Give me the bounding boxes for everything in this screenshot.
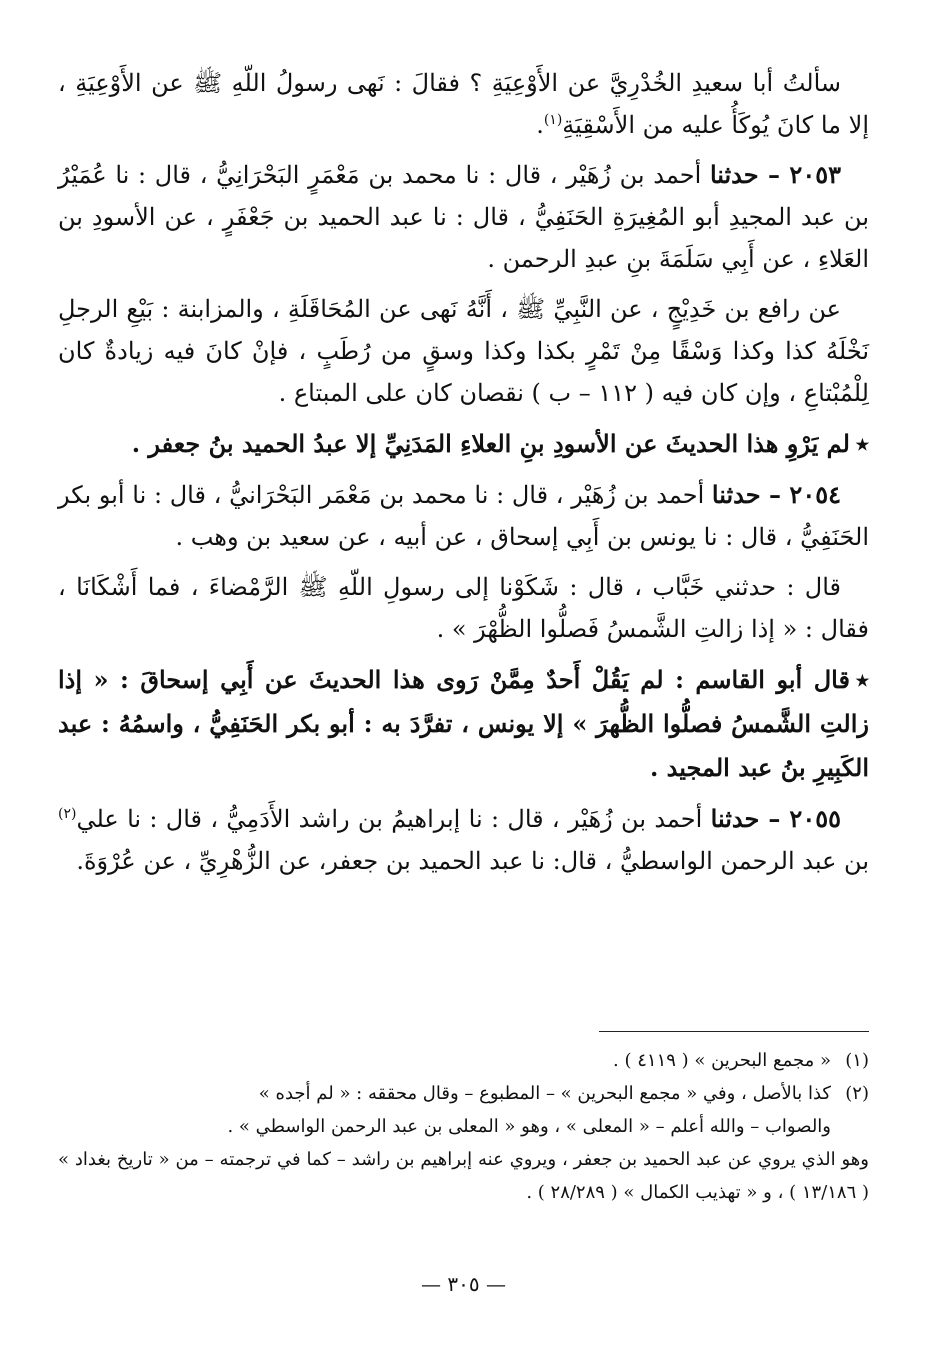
hadith-number-2053: ٢٠٥٣ – حدثنا <box>709 160 841 189</box>
page-number: — ٣٠٥ — <box>421 1272 506 1296</box>
page-body <box>58 62 869 1369</box>
footnote-2-continued: والصواب – والله أعلم – « المعلى » ، وهو « المعلى بن عبد الرحمن الواسطي » . <box>227 1116 831 1137</box>
hadith-2054-text: قال : حدثني خَبَّاب ، قال : شَكَوْنا إلى رسولِ اللّهِ ﷺ الرَّمْضاءَ ، فما أَشْكَانَا ، فقال : « إذا زالتِ الشَّمسُ فَصلُّوا الظُّهْرَ » . <box>58 573 869 643</box>
footnote-1: (١)« مجمع البحرين » ( ٤١١٩ ) . <box>58 1044 869 1077</box>
star-icon: ٭ <box>855 429 869 458</box>
footnotes <box>58 1044 869 1209</box>
hadith-2055-chain: ٢٠٥٥ – حدثنا أحمد بن زُهَيْر ، قال : نا إبراهيمُ بن راشد الأَدَمِيُّ ، قال : نا علي$^{(٢)}$ بن عبد الرحمن الواسطيُّ ، قال: نا عبد الحميد بن جعفر، عن الزُّهْرِيِّ ، عن عُرْوَةَ. <box>58 804 869 875</box>
footnote-2-paragraph: وهو الذي يروي عن عبد الحميد بن جعفر ، ويروي عنه إبراهيم بن راشد – كما في ترجمته – من « تاريخ بغداد » ( ١٣/١٨٦ ) ، و « تهذيب الكمال » ( ٢٨/٢٨٩ ) . <box>58 1149 869 1203</box>
commentary-2053: ٭لم يَرْوِ هذا الحديثَ عن الأسودِ بنِ العلاءِ المَدَنِيِّ إلا عبدُ الحميد بنُ جعفر . <box>131 429 869 458</box>
commentary-2054: ٭قال أبو القاسم : لم يَقُلْ أَحدٌ مِمَّنْ رَوى هذا الحديثَ عن أَبِي إسحاقَ : « إذا زالتِ الشَّمسُ فصلُّوا الظُّهرَ » إلا يونس ، تفرَّدَ به : أبو بكر الحَنَفِيُّ ، واسمُهُ : عبد الكَبِيرِ بنُ عبد المجيد . <box>58 665 869 782</box>
footnote-divider <box>599 1031 869 1032</box>
footnote-marker-1: (١) <box>543 112 563 128</box>
footnote-marker-2: (٢) <box>58 806 77 822</box>
footnote-2: (٢)كذا بالأصل ، وفي « مجمع البحرين » – المطبوع – وقال محققه : « لم أجده » <box>58 1077 869 1110</box>
footnote-2-number: (٢) <box>845 1083 869 1104</box>
hadith-2052-text: سألتُ أبا سعيدِ الخُدْرِيَّ عن الأَوْعِيَةِ ؟ فقالَ : نَهى رسولُ اللّهِ ﷺ عن الأَوْعِيَةِ ، إلا ما كانَ يُوكَأُ عليه من الأَسْقِيَةِ$^{(١)}$. <box>58 69 869 139</box>
hadith-2054-chain: ٢٠٥٤ – حدثنا أحمد بن زُهَيْر ، قال : نا محمد بن مَعْمَر البَحْرَانيُّ ، قال : نا أبو بكر الحَنَفِيُّ ، قال : نا يونس بن أَبِي إسحاق ، عن أبيه ، عن سعيد بن وهب . <box>58 480 869 551</box>
hadith-2053-chain: ٢٠٥٣ – حدثنا أحمد بن زُهَيْر ، قال : نا محمد بن مَعْمَرٍ البَحْرَانِيُّ ، قال : نا عُمَيْرُ بن عبد المجيدِ أبو المُغِيرَةِ الحَنَفِيُّ ، قال : نا عبد الحميد بن جَعْفَرٍ ، عن الأسودِ بن العَلاءِ ، عن أَبِي سَلَمَةَ بنِ عبدِ الرحمن . <box>58 160 869 273</box>
footnote-1-number: (١) <box>845 1050 869 1071</box>
hadith-number-2055: ٢٠٥٥ – حدثنا <box>710 804 841 833</box>
hadith-2053-text: عن رافع بن خَدِيْجٍ ، عن النَّبِيِّ ﷺ ، أَنَّهُ نَهى عن المُحَاقَلَةِ ، والمزابنة : بَيْعِ الرجلِ نَخْلَهُ كذا وكذا وَسْقًا مِنْ تَمْرٍ بكذا وكذا وسقٍ من رُطَبٍ ، فإنْ كانَ فيه زيادةٌ كان لِلْمُبْتاعِ ، وإن كان فيه ( ١١٢ – ب ) نقصان كان على المبتاع . <box>58 295 869 407</box>
star-icon: ٭ <box>855 665 869 694</box>
hadith-number-2054: ٢٠٥٤ – حدثنا <box>711 480 841 509</box>
